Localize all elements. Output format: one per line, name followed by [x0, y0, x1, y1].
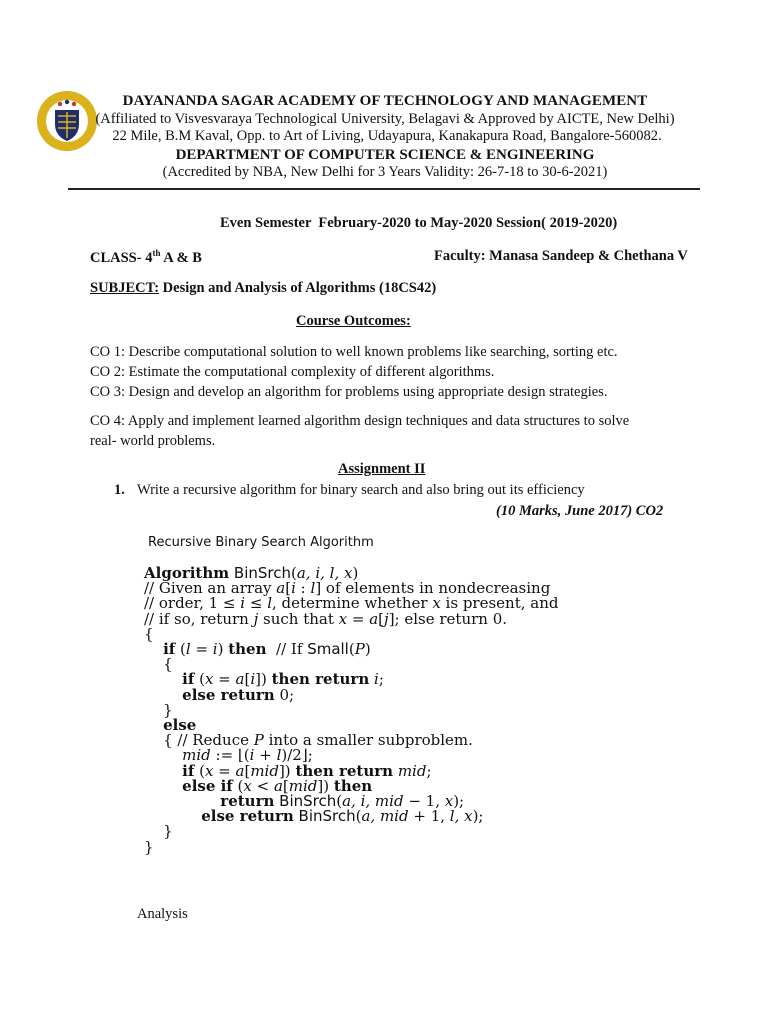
question-marks: (10 Marks, June 2017) CO2	[496, 503, 664, 519]
analysis-label: Analysis	[137, 906, 188, 922]
co-item: CO 1: Describe computational solution to well known problems like searching, sorting etc.	[90, 344, 618, 360]
accreditation-line: (Accredited by NBA, New Delhi for 3 Years Validity: 26-7-18 to 30-6-2021)	[162, 164, 608, 180]
faculty-line: Faculty: Manasa Sandeep & Chethana V	[434, 248, 688, 264]
question-number: 1.	[114, 482, 125, 498]
co-item: CO 2: Estimate the computational complexity of different algorithms.	[90, 364, 495, 380]
question-text: Write a recursive algorithm for binary search and also bring out its efficiency	[137, 482, 585, 498]
co-item: CO 3: Design and develop an algorithm for problems using appropriate design strategies.	[90, 384, 608, 400]
header-divider	[68, 188, 700, 190]
co-item: CO 4: Apply and implement learned algorithm design techniques and data structures to solve	[90, 413, 630, 429]
algorithm-listing: Algorithm BinSrch(a, i, l, x) // Given an array a[i : l] of elements in nondecreasing // order, 1 ≤ i ≤ l, determine whether x is present, and // if so, return j such that x = a[j]; else return 0. { if (l = i) then // If Small(P) { if (x = a[i]) then return i; else return 0; } else { // Reduce P into a smaller subproblem. mid := ⌊(i + l)/2⌋; if (x = a[mid]) then return mid; else if (x < a[mid]) then return BinSrch(a, i, mid − 1, x); else return BinSrch(a, mid + 1, l, x); } }	[144, 564, 559, 856]
algorithm-caption: Recursive Binary Search Algorithm	[148, 535, 374, 550]
address-line: 22 Mile, B.M Kaval, Opp. to Art of Living, Udayapura, Kanakapura Road, Bangalore-560082.	[112, 128, 662, 144]
subject-line: SUBJECT: Design and Analysis of Algorithms (18CS42)	[90, 280, 437, 296]
class-line: CLASS- 4th A & B	[90, 248, 202, 266]
college-seal-icon	[36, 90, 98, 152]
session-line: Even Semester February-2020 to May-2020 Session( 2019-2020)	[220, 215, 618, 231]
co-item: real- world problems.	[90, 433, 216, 449]
institution-name: DAYANANDA SAGAR ACADEMY OF TECHNOLOGY AND MANAGEMENT	[122, 93, 648, 109]
affiliation-line: (Affiliated to Visvesvaraya Technological University, Belagavi & Approved by AICTE, New Delhi)	[95, 111, 675, 127]
assignment-title: Assignment II	[338, 461, 426, 477]
course-outcomes-title: Course Outcomes:	[296, 313, 411, 329]
department-name: DEPARTMENT OF COMPUTER SCIENCE & ENGINEERING	[175, 147, 595, 163]
